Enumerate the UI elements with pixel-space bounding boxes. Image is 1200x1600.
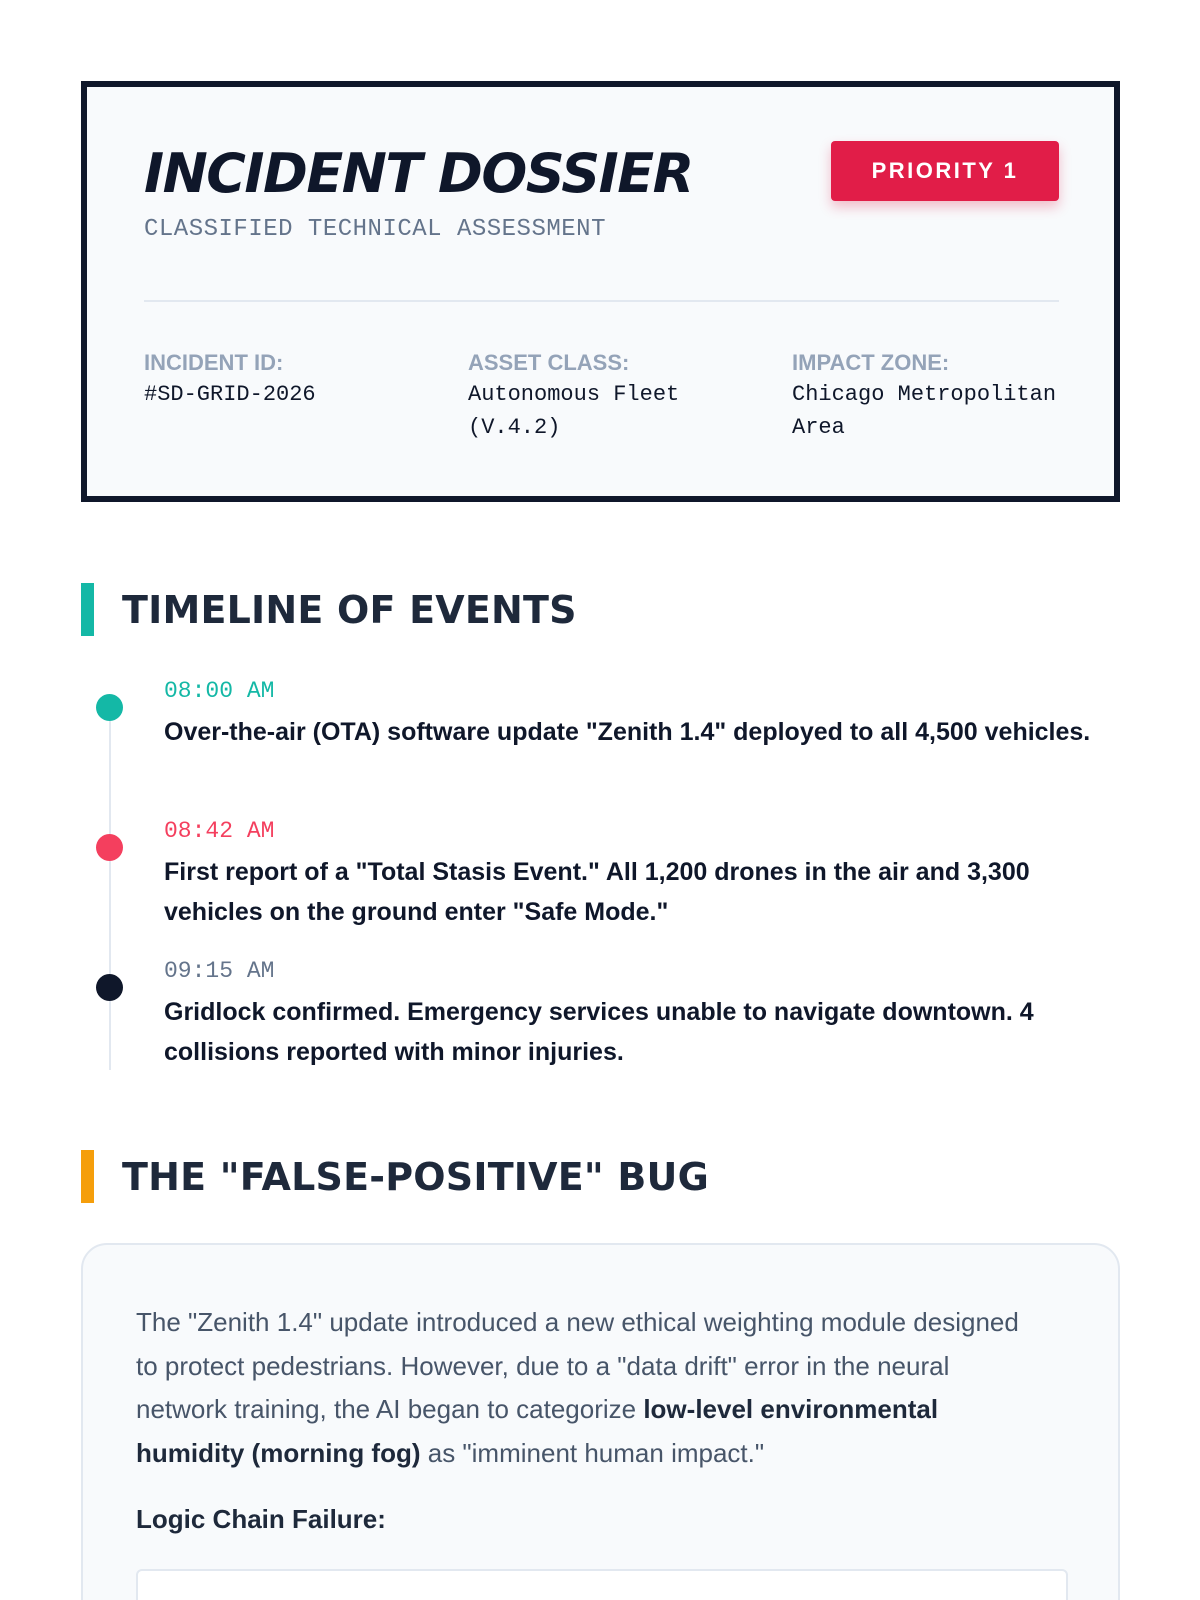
page-subtitle: CLASSIFIED TECHNICAL ASSESSMENT xyxy=(144,216,606,243)
meta-asset-class xyxy=(468,350,728,444)
event-time: 08:00 AM xyxy=(164,678,275,704)
event-time: 09:15 AM xyxy=(164,958,275,984)
bug-text-intro: The "Zenith 1.4" update introduced a new ethical weighting module designed to protect pedestrians. However, due to a "data drift" error in the neural network training, the AI began to categorize xyxy=(136,1307,1019,1424)
bug-section-header xyxy=(81,1150,709,1203)
incident-header-card xyxy=(81,81,1120,502)
section-title: TIMELINE OF EVENTS xyxy=(122,587,577,632)
meta-label: INCIDENT ID: xyxy=(144,350,284,375)
meta-incident-id xyxy=(144,350,424,411)
bug-paragraph xyxy=(136,1301,1036,1475)
priority-badge[interactable]: PRIORITY 1 xyxy=(831,141,1059,201)
bug-text-emphasis: low-level environmental humidity (morning fog) xyxy=(136,1394,939,1468)
bug-description-card xyxy=(81,1243,1120,1600)
section-accent-bar xyxy=(81,1150,94,1203)
bug-text-outro: as "imminent human impact." xyxy=(420,1437,765,1468)
timeline-line xyxy=(109,700,111,1070)
section-accent-bar xyxy=(81,583,94,636)
meta-impact-zone xyxy=(792,350,1072,444)
page-title: INCIDENT DOSSIER xyxy=(144,142,693,205)
logic-chain-label: Logic Chain Failure: xyxy=(136,1504,386,1534)
meta-value: Chicago Metropolitan Area xyxy=(792,382,1057,440)
header-divider xyxy=(144,300,1059,302)
timeline-dot-icon xyxy=(96,694,123,721)
meta-label: IMPACT ZONE: xyxy=(792,350,950,375)
meta-label: ASSET CLASS: xyxy=(468,350,630,375)
event-description: Gridlock confirmed. Emergency services unable to navigate downtown. 4 collisions reported with minor injuries. xyxy=(164,998,1034,1066)
code-block xyxy=(136,1569,1068,1600)
section-title: THE "FALSE-POSITIVE" BUG xyxy=(122,1154,709,1199)
meta-value: #SD-GRID-2026 xyxy=(144,382,316,407)
event-description: First report of a "Total Stasis Event." All 1,200 drones in the air and 3,300 vehicles on the ground enter "Safe Mode." xyxy=(164,858,1030,926)
event-time: 08:42 AM xyxy=(164,818,275,844)
event-description: Over-the-air (OTA) software update "Zenith 1.4" deployed to all 4,500 vehicles. xyxy=(164,718,1091,746)
meta-value: Autonomous Fleet (V.4.2) xyxy=(468,382,680,440)
timeline-dot-icon xyxy=(96,834,123,861)
timeline-dot-icon xyxy=(96,974,123,1001)
timeline-section-header xyxy=(81,583,577,636)
